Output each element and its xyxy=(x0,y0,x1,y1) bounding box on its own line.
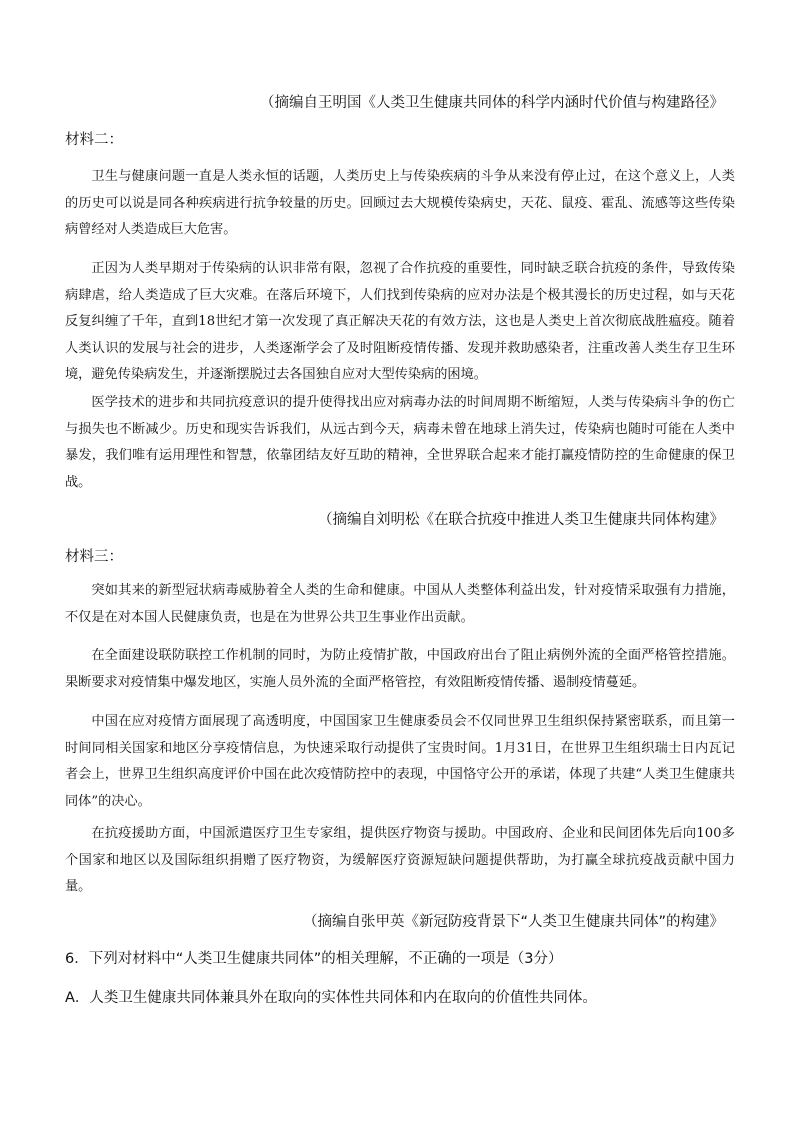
source-citation-1: （摘编自王明国《人类卫生健康共同体的科学内涵时代价值与构建路径》 xyxy=(260,95,724,111)
material-2-paragraph-1: 卫生与健康问题一直是人类永恒的话题，人类历史上与传染疾病的斗争从来没有停止过，在这个意义上，人类的历史可以说是同各种疾病进行抗争较量的历史。回顾过去大规模传染病史，天花、鼠疫、霍乱、流感等这些传染病曾经对人类造成巨大危害。 xyxy=(65,169,735,237)
material-2-heading: 材料二： xyxy=(65,132,123,148)
source-citation-2: （摘编自刘明松《在联合抗疫中推进人类卫生健康共同体构建》 xyxy=(318,512,724,528)
material-3-paragraph-3: 中国在应对疫情方面展现了高透明度，中国国家卫生健康委员会不仅同世界卫生组织保持紧密联系，而且第一时间同相关国家和地区分享疫情信息，为快速采取行动提供了宝贵时间。1月31日，在世界卫生组织瑞士日内瓦记者会上，世界卫生组织高度评价中国在此次疫情防控中的表现，中国恪守公开的承诺，体现了共建“人类卫生健康共同体”的决心。 xyxy=(65,714,735,809)
material-3-paragraph-2: 在全面建设联防联控工作机制的同时，为防止疫情扩散，中国政府出台了阻止病例外流的全面严格管控措施。果断要求对疫情集中爆发地区，实施人员外流的全面严格管控，有效阻断疫情传播、遏制疫情蔓延。 xyxy=(65,648,735,690)
question-6-option-a: A．人类卫生健康共同体兼具外在取向的实体性共同体和内在取向的价值性共同体。 xyxy=(65,990,597,1006)
material-2-paragraph-3: 医学技术的进步和共同抗疫意识的提升使得找出应对病毒办法的时间周期不断缩短，人类与传染病斗争的伤亡与损失也不断减少。历史和现实告诉我们，从远古到今天，病毒未曾在地球上消失过，传染病也随时可能在人类中暴发，我们唯有运用理性和智慧，依靠团结友好互助的精神，全世界联合起来才能打赢疫情防控的生命健康的保卫战。 xyxy=(65,395,735,490)
question-6-stem: 6．下列对材料中“人类卫生健康共同体”的相关理解，不正确的一项是（3分） xyxy=(65,951,563,967)
material-3-paragraph-4: 在抗疫援助方面，中国派遣医疗卫生专家组，提供医疗物资与援助。中国政府、企业和民间团体先后向100多个国家和地区以及国际组织捐赠了医疗物资，为缓解医疗资源短缺问题提供帮助，为打赢全球抗疫战贡献中国力量。 xyxy=(65,826,735,894)
material-2-paragraph-2: 正因为人类早期对于传染病的认识非常有限，忽视了合作抗疫的重要性，同时缺乏联合抗疫的条件，导致传染病肆虐，给人类造成了巨大灾难。在落后环境下，人们找到传染病的应对办法是个极其漫长的历史过程，如与天花反复纠缠了千年，直到18世纪才第一次发现了真正解决天花的有效方法，这也是人类史上首次彻底战胜瘟疫。随着人类认识的发展与社会的进步，人类逐渐学会了及时阻断疫情传播、发现并救助感染者，注重改善人类生存卫生环境，避免传染病发生，并逐渐摆脱过去各国独自应对大型传染病的困境。 xyxy=(65,261,735,382)
material-3-paragraph-1: 突如其来的新型冠状病毒威胁着全人类的生命和健康。中国从人类整体利益出发，针对疫情采取强有力措施，不仅是在对本国人民健康负责，也是在为世界公共卫生事业作出贡献。 xyxy=(65,583,735,625)
source-citation-3: （摘编自张甲英《新冠防疫背景下“人类卫生健康共同体”的构建》 xyxy=(302,914,724,930)
material-3-heading: 材料三： xyxy=(65,549,123,565)
